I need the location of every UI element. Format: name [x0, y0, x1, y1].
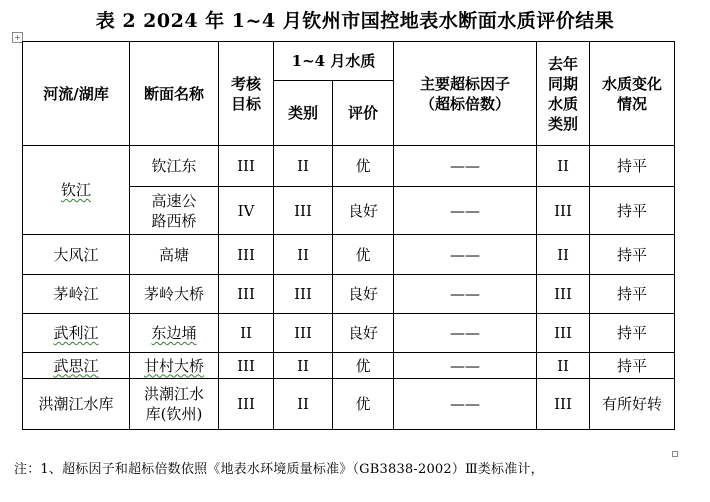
change-cell: 持平	[590, 146, 675, 187]
header-change: 水质变化 情况	[590, 42, 675, 146]
river-cell: 武利江	[23, 314, 130, 353]
evaluation-cell: 良好	[333, 275, 394, 314]
river-cell: 茅岭江	[23, 275, 130, 314]
table-row	[23, 146, 675, 187]
header-last-year: 去年 同期 水质 类别	[537, 42, 590, 146]
section-cell: 高速公 路西桥	[130, 187, 219, 235]
river-cell: 武思江	[23, 353, 130, 379]
factor-cell: ——	[394, 275, 537, 314]
water-quality-table	[22, 41, 675, 430]
last-year-cell: II	[537, 146, 590, 187]
section-cell: 甘村大桥	[130, 353, 219, 379]
table-row	[23, 353, 675, 379]
factor-cell: ——	[394, 353, 537, 379]
change-cell: 持平	[590, 353, 675, 379]
target-cell: III	[219, 379, 274, 430]
table-end-marker	[672, 451, 678, 457]
river-cell: 大风江	[23, 235, 130, 275]
factor-cell: ——	[394, 146, 537, 187]
category-cell: II	[274, 146, 333, 187]
table-row	[23, 314, 675, 353]
change-cell: 持平	[590, 275, 675, 314]
table-move-handle-icon[interactable]: +	[12, 32, 23, 43]
river-cell: 钦江	[23, 146, 130, 235]
header-factor: 主要超标因子 （超标倍数）	[394, 42, 537, 146]
last-year-cell: III	[537, 314, 590, 353]
last-year-cell: II	[537, 353, 590, 379]
header-river: 河流/湖库	[23, 42, 130, 146]
last-year-cell: III	[537, 187, 590, 235]
target-cell: III	[219, 353, 274, 379]
section-cell: 东边埇	[130, 314, 219, 353]
table-title: 表 2 2024 年 1~4 月钦州市国控地表水断面水质评价结果	[95, 10, 615, 32]
header-category: 类别	[274, 81, 333, 146]
factor-cell: ——	[394, 187, 537, 235]
evaluation-cell: 优	[333, 146, 394, 187]
section-cell: 洪潮江水 库(钦州)	[130, 379, 219, 430]
change-cell: 持平	[590, 187, 675, 235]
evaluation-cell: 优	[333, 235, 394, 275]
evaluation-cell: 优	[333, 379, 394, 430]
category-cell: III	[274, 187, 333, 235]
last-year-cell: III	[537, 379, 590, 430]
change-cell: 持平	[590, 314, 675, 353]
section-cell: 钦江东	[130, 146, 219, 187]
change-cell: 持平	[590, 235, 675, 275]
evaluation-cell: 优	[333, 353, 394, 379]
river-cell: 洪潮江水库	[23, 379, 130, 430]
change-cell: 有所好转	[590, 379, 675, 430]
table-row	[23, 379, 675, 430]
section-cell: 高塘	[130, 235, 219, 275]
header-section: 断面名称	[130, 42, 219, 146]
header-quality-group: 1~4 月水质	[274, 42, 394, 81]
target-cell: III	[219, 146, 274, 187]
evaluation-cell: 良好	[333, 187, 394, 235]
category-cell: II	[274, 379, 333, 430]
header-target: 考核 目标	[219, 42, 274, 146]
footnote: 注：1、超标因子和超标倍数依照《地表水环境质量标准》（GB3838-2002）Ⅲ类标准计，	[14, 462, 544, 477]
category-cell: III	[274, 275, 333, 314]
target-cell: II	[219, 314, 274, 353]
last-year-cell: III	[537, 275, 590, 314]
target-cell: IV	[219, 187, 274, 235]
table-row	[23, 235, 675, 275]
table-row	[23, 275, 675, 314]
target-cell: III	[219, 235, 274, 275]
category-cell: II	[274, 353, 333, 379]
section-cell: 茅岭大桥	[130, 275, 219, 314]
header-evaluation: 评价	[333, 81, 394, 146]
target-cell: III	[219, 275, 274, 314]
header-row-1	[23, 42, 675, 81]
evaluation-cell: 良好	[333, 314, 394, 353]
category-cell: II	[274, 235, 333, 275]
factor-cell: ——	[394, 235, 537, 275]
last-year-cell: II	[537, 235, 590, 275]
factor-cell: ——	[394, 379, 537, 430]
category-cell: III	[274, 314, 333, 353]
factor-cell: ——	[394, 314, 537, 353]
